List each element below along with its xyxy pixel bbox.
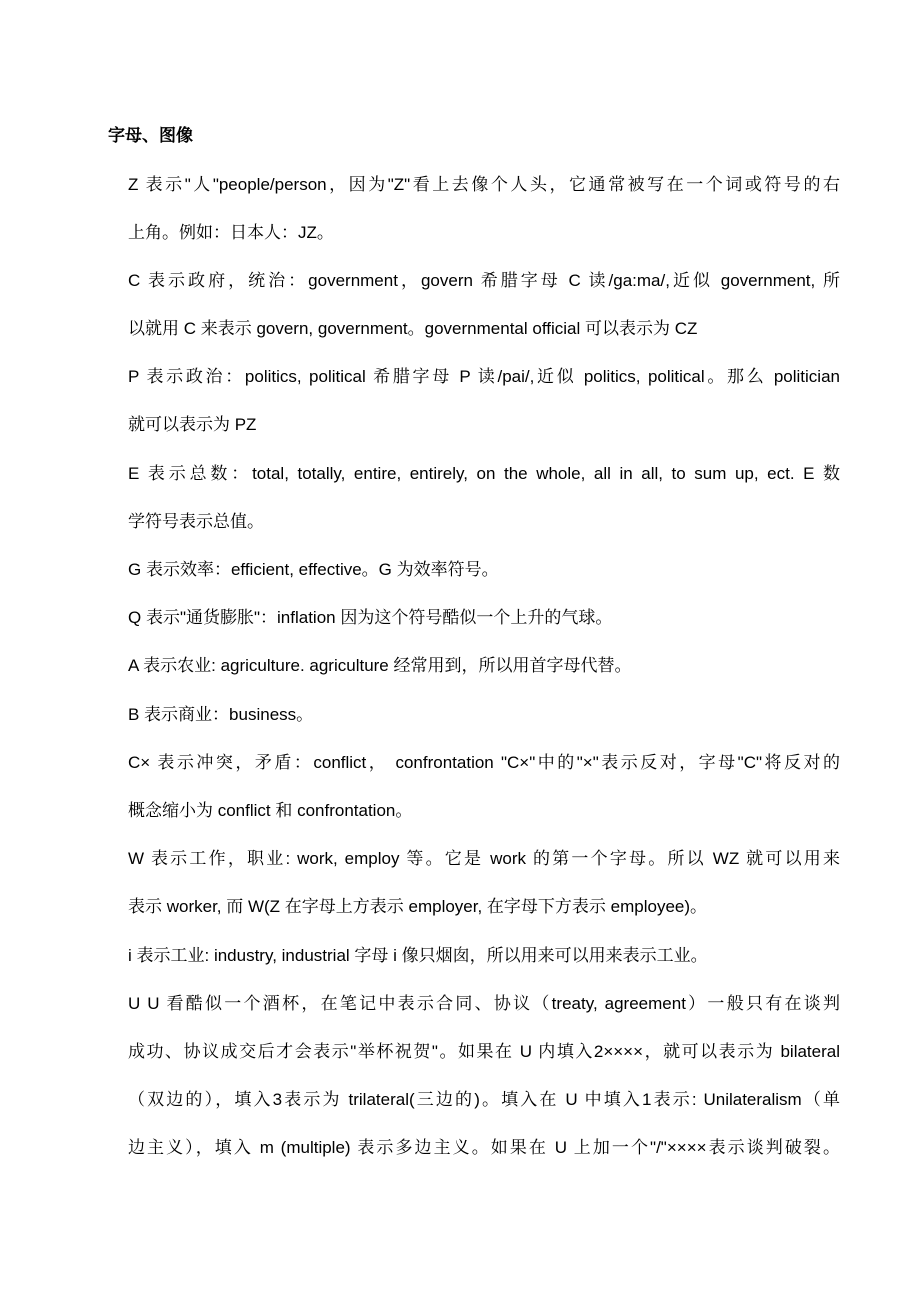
text-line: 表示 worker, 而 W(Z 在字母上方表示 employer, 在字母下方表示 employee)。 — [128, 897, 708, 916]
text-line: 概念缩小为 conflict 和 confrontation。 — [128, 801, 413, 820]
text-line: E 表示总数：total, totally, entire, entirely, on the whole, all in all, to sum up, ect. E 数 — [128, 464, 840, 483]
text-line: W 表示工作，职业: work, employ 等。它是 work 的第一个字母。所以 WZ 就可以用来 — [128, 849, 840, 868]
text-line: 学符号表示总值。 — [128, 512, 264, 531]
text-line: U U 看酷似一个酒杯，在笔记中表示合同、协议（treaty, agreement）一般只有在谈判 — [128, 994, 840, 1013]
text-line: G 表示效率：efficient, effective。G 为效率符号。 — [128, 560, 499, 579]
text-line: 成功、协议成交后才会表示"举杯祝贺"。如果在 U 内填入2××××，就可以表示为 bilateral — [128, 1042, 840, 1061]
text-line: B 表示商业：business。 — [128, 705, 314, 724]
text-line: 边主义），填入 m (multiple) 表示多边主义。如果在 U 上加一个"/"××××表示谈判破裂。 — [128, 1138, 840, 1157]
text-line: C 表示政府，统治：government，govern 希腊字母 C 读/ga:ma/,近似 government, 所 — [128, 271, 840, 290]
text-line: 就可以表示为 PZ — [128, 415, 257, 434]
text-line: C× 表示冲突，矛盾：conflict， confrontation "C×"中的"×"表示反对，字母"C"将反对的 — [128, 753, 840, 772]
text-line: A 表示农业: agriculture. agriculture 经常用到，所以用首字母代替。 — [128, 656, 632, 675]
section-heading: 字母、图像 — [108, 126, 193, 145]
text-line: P 表示政治：politics, political 希腊字母 P 读/pai/,近似 politics, political。那么 politician — [128, 367, 840, 386]
text-line: （双边的），填入3表示为 trilateral(三边的)。填入在 U 中填入1表示: Unilateralism（单 — [128, 1090, 840, 1109]
text-line: Q 表示"通货膨胀"：inflation 因为这个符号酷似一个上升的气球。 — [128, 608, 613, 627]
text-line: 以就用 C 来表示 govern, government。governmental official 可以表示为 CZ — [128, 319, 698, 338]
text-line: i 表示工业: industry, industrial 字母 i 像只烟囱，所以用来可以用来表示工业。 — [128, 946, 708, 965]
text-line: 上角。例如：日本人：JZ。 — [128, 223, 334, 242]
text-line: Z 表示"人"people/person，因为"Z"看上去像个人头，它通常被写在一个词或符号的右 — [128, 175, 840, 194]
